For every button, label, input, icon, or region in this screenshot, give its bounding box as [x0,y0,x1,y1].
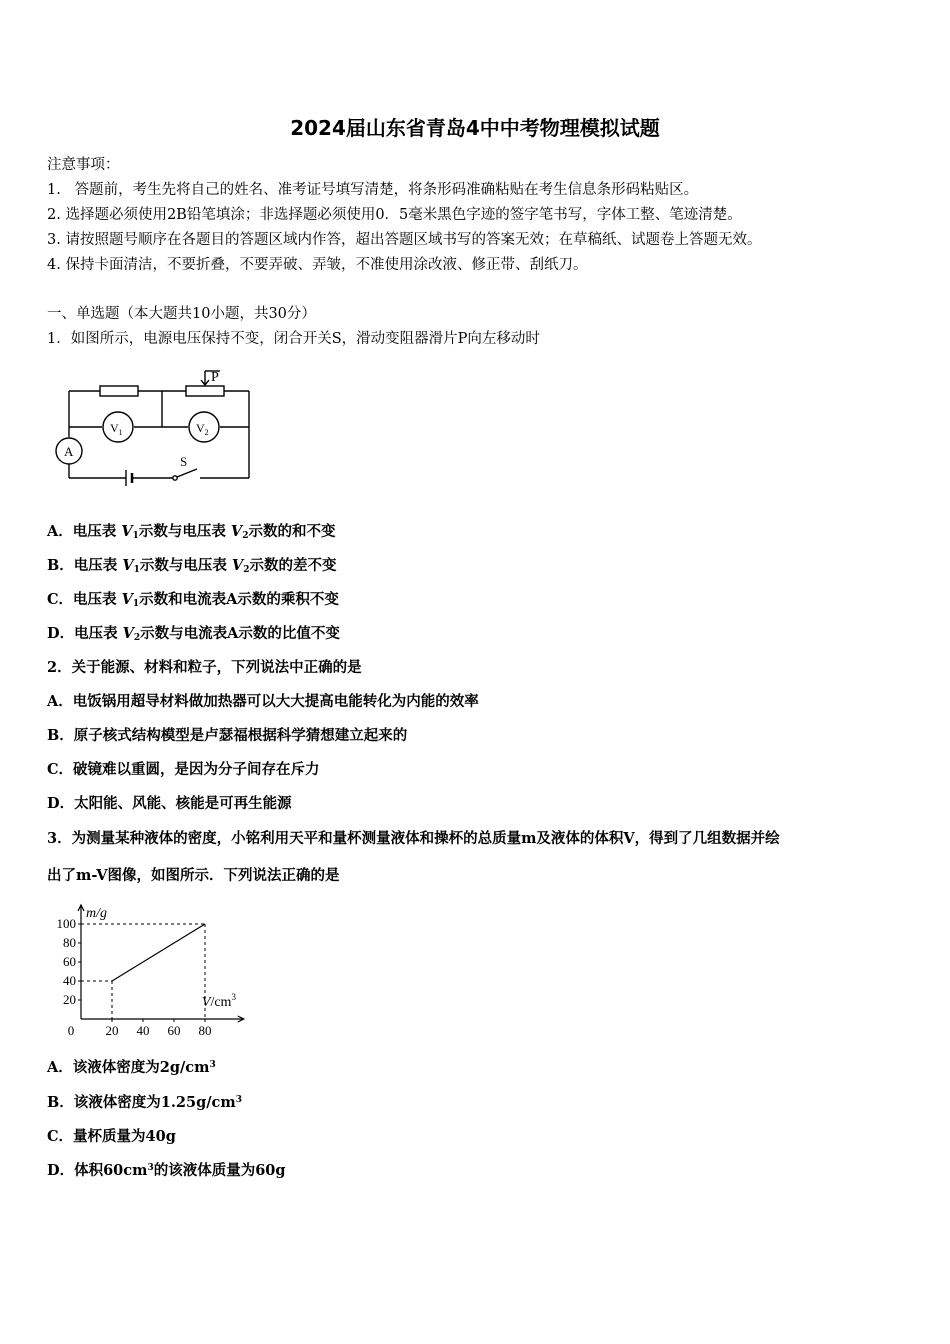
slider-label: P [211,370,219,385]
y-tick-label: 20 [63,992,76,1007]
y-tick-label: 80 [63,935,76,950]
q1-option-c: C．电压表 $V_1$示数和电流表A示数的乘积不变 [47,591,339,609]
notice-heading: 注意事项： [47,157,120,173]
y-tick-label: 60 [63,954,76,969]
q1-option-a: A．电压表 $V_1$示数与电压表 $V_2$示数的和不变 [47,523,336,541]
ammeter-label: A [64,444,74,459]
notice-item-1: 1. 答题前，考生先将自己的姓名、准考证号填写清楚，将条形码准确粘贴在考生信息条形码粘贴区。 [47,182,699,198]
q1-option-b: B．电压表 $V_1$示数与电压表 $V_2$示数的差不变 [47,557,337,575]
q3-stem-line1: 3．为测量某种液体的密度，小铭利用天平和量杯测量液体和操杯的总质量m及液体的体积V，得到了几组数据并绘 [47,830,780,847]
q2-option-a: A．电饭锅用超导材料做加热器可以大大提高电能转化为内能的效率 [47,693,479,710]
q3-option-b: B．该液体密度为$1.25g/cm^3$ [47,1094,242,1111]
q2-option-d: D．太阳能、风能、核能是可再生能源 [47,795,292,812]
origin-label: 0 [67,1023,75,1038]
section-heading: 一、单选题（本大题共10小题，共30分） [47,306,316,322]
notice-item-2: 2. 选择题必须使用2B铅笔填涂；非选择题必须使用0．5毫米黑色字迹的签字笔书写，字体工整、笔迹清楚。 [47,207,742,223]
x-tick-label: 40 [136,1023,150,1038]
x-axis-label: $V/cm^3$ [201,992,236,1010]
y-tick-label: 100 [56,916,76,931]
y-tick-label: 40 [63,973,76,988]
q3-option-c: C．量杯质量为40g [47,1128,176,1145]
x-tick-label: 80 [198,1023,212,1038]
q3-option-d: D．体积$60cm^3$的该液体质量为60g [47,1162,286,1179]
q1-stem: 1．如图所示，电源电压保持不变，闭合开关S，滑动变阻器滑片P向左移动时 [47,331,540,347]
page-title: 2024届山东省青岛4中中考物理模拟试题 [290,116,660,140]
x-tick-label: 60 [167,1023,181,1038]
voltmeter-2-label: $V_2$ [196,421,209,437]
q1-option-d: D．电压表 $V_2$示数与电流表A示数的比值不变 [47,625,340,643]
notice-item-4: 4. 保持卡面清洁，不要折叠，不要弄破、弄皱，不准使用涂改液、修正带、刮纸刀。 [47,257,588,273]
voltmeter-1-label: $V_1$ [110,421,123,437]
q2-option-c: C．破镜难以重圆，是因为分子间存在斥力 [47,761,320,778]
q2-option-b: B．原子核式结构模型是卢瑟福根据科学猜想建立起来的 [47,727,408,744]
x-tick-label: 20 [105,1023,119,1038]
q3-stem-line2: 出了m-V图像，如图所示．下列说法正确的是 [47,867,340,884]
mv-chart [45,896,285,1040]
switch-label: S [180,454,188,469]
circuit-diagram [55,363,255,488]
q2-stem: 2．关于能源、材料和粒子，下列说法中正确的是 [47,659,362,676]
y-axis-label: m/g [86,906,107,921]
series-line [112,924,205,981]
notice-item-3: 3. 请按照题号顺序在各题目的答题区域内作答，超出答题区域书写的答案无效；在草稿纸、试题卷上答题无效。 [47,232,762,248]
q3-option-a: A．该液体密度为$2g/cm^3$ [47,1059,216,1076]
